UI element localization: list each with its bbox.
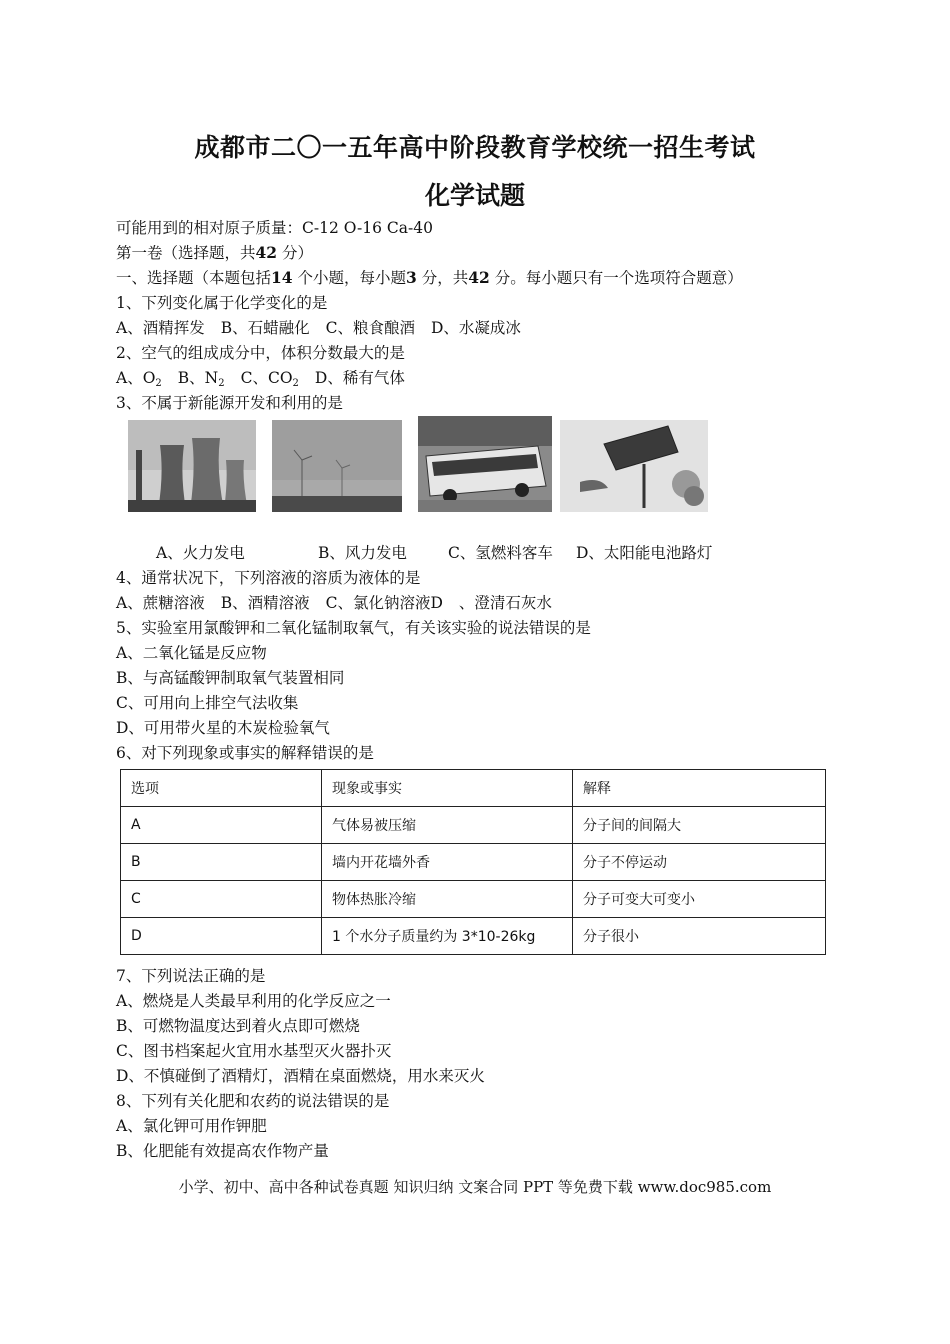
q3-option-d: D、太阳能电池路灯 — [576, 544, 713, 562]
q1-stem: 1、下列变化属于化学变化的是 — [116, 294, 328, 312]
q1-option-d: D、水凝成冰 — [430, 319, 521, 337]
instr-text-1: 一、选择题（本题包括 — [116, 269, 272, 287]
q4-option-a: A、蔗糖溶液 — [116, 594, 205, 612]
q7-option-d: D、不慎碰倒了酒精灯，酒精在桌面燃烧，用水来灭火 — [116, 1067, 485, 1085]
instr-num-1: 14 — [271, 268, 293, 287]
q1-option-a: A、酒精挥发 — [116, 319, 205, 337]
q2-stem: 2、空气的组成成分中，体积分数最大的是 — [116, 344, 405, 362]
q2-option-b — [178, 368, 225, 394]
q5-option-a: A、二氧化锰是反应物 — [116, 644, 267, 662]
q1-option-b: B、石蜡融化 — [220, 319, 310, 337]
exam-title: 成都市二〇一五年高中阶段教育学校统一招生考试 — [194, 133, 756, 162]
q4-stem: 4、通常状况下，下列溶液的溶质为液体的是 — [116, 569, 421, 587]
q5-option-c: C、可用向上排空气法收集 — [116, 694, 299, 712]
section-text-b: 分） — [277, 244, 314, 262]
table-cell: 分子间的间隔大 — [573, 807, 826, 844]
q2-a-sub: 2 — [155, 378, 162, 389]
header-explanation: 解释 — [573, 770, 826, 807]
q3-option-b: B、风力发电 — [318, 544, 407, 562]
section-score: 42 — [255, 243, 278, 262]
table-cell: 1 个水分子质量约为 3*10-26kg — [322, 918, 573, 955]
solar-street-lamp-photo — [560, 420, 708, 512]
header-option: 选项 — [121, 770, 322, 807]
q2-option-a — [116, 368, 162, 394]
q5-option-b: B、与高锰酸钾制取氧气装置相同 — [116, 669, 345, 687]
table-cell: 分子很小 — [573, 918, 826, 955]
q2-option-c — [241, 368, 299, 394]
table-row — [121, 881, 826, 918]
table-cell: 分子不停运动 — [573, 844, 826, 881]
q6-stem: 6、对下列现象或事实的解释错误的是 — [116, 744, 374, 762]
instr-text-4: 分。每小题只有一个选项符合题意） — [489, 269, 743, 287]
table-header-row — [121, 770, 826, 807]
q2-c-text: C、CO — [240, 369, 293, 387]
q8-option-b: B、化肥能有效提高农作物产量 — [116, 1142, 329, 1160]
table-cell: B — [121, 844, 322, 881]
q5-stem: 5、实验室用氯酸钾和二氧化锰制取氧气，有关该实验的说法错误的是 — [116, 619, 591, 637]
table-cell: D — [121, 918, 322, 955]
q4-option-d: 、澄清石灰水 — [458, 594, 552, 612]
q5-option-d: D、可用带火星的木炭检验氧气 — [116, 719, 330, 737]
q7-option-b: B、可燃物温度达到着火点即可燃烧 — [116, 1017, 360, 1035]
table-cell: 气体易被压缩 — [322, 807, 573, 844]
q4-option-b: B、酒精溶液 — [220, 594, 310, 612]
q2-option-d: D、稀有气体 — [314, 369, 405, 387]
table-cell: A — [121, 807, 322, 844]
table-row — [121, 918, 826, 955]
instr-num-3: 42 — [468, 268, 490, 287]
q8-stem: 8、下列有关化肥和农药的说法错误的是 — [116, 1092, 390, 1110]
q3-option-c: C、氢燃料客车 — [448, 544, 553, 562]
hydrogen-bus-photo — [418, 416, 552, 512]
table-row — [121, 844, 826, 881]
q2-a-text: A、O — [116, 369, 156, 387]
header-phenomenon: 现象或事实 — [322, 770, 573, 807]
section-text-a: 第一卷（选择题，共 — [116, 244, 256, 262]
q4-option-c: C、氯化钠溶液D — [325, 594, 443, 612]
section-heading — [116, 243, 313, 263]
table-row — [121, 807, 826, 844]
q3-options — [156, 543, 712, 563]
atomic-mass-line: 可能用到的相对原子质量：C-12 O-16 Ca-40 — [116, 219, 433, 237]
q3-option-a: A、火力发电 — [156, 544, 245, 562]
table-cell: 墙内开花墙外香 — [322, 844, 573, 881]
q3-stem: 3、不属于新能源开发和利用的是 — [116, 394, 343, 412]
q1-option-c: C、粮食酿酒 — [325, 319, 415, 337]
q2-b-sub: 2 — [218, 378, 225, 389]
table-cell: C — [121, 881, 322, 918]
q2-options — [116, 368, 421, 394]
q7-option-a: A、燃烧是人类最早利用的化学反应之一 — [116, 992, 391, 1010]
q7-stem: 7、下列说法正确的是 — [116, 967, 266, 985]
q1-options — [116, 318, 537, 338]
q2-c-sub: 2 — [292, 378, 299, 389]
table-cell: 物体热胀冷缩 — [322, 881, 573, 918]
wind-farm-photo — [272, 420, 402, 512]
page-footer: 小学、初中、高中各种试卷真题 知识归纳 文案合同 PPT 等免费下载 www.doc985.com — [178, 1178, 772, 1196]
instr-num-2: 3 — [406, 268, 417, 287]
instructions — [116, 268, 743, 288]
q8-option-a: A、氯化钾可用作钾肥 — [116, 1117, 267, 1135]
q4-options — [116, 593, 552, 613]
q6-table — [120, 769, 826, 955]
q7-option-c: C、图书档案起火宜用水基型灭火器扑灭 — [116, 1042, 392, 1060]
power-plant-photo — [128, 420, 256, 512]
q2-b-text: B、N — [177, 369, 219, 387]
instr-text-3: 分，共 — [416, 269, 469, 287]
table-cell: 分子可变大可变小 — [573, 881, 826, 918]
instr-text-2: 个小题，每小题 — [292, 269, 407, 287]
exam-subtitle: 化学试题 — [424, 181, 525, 210]
